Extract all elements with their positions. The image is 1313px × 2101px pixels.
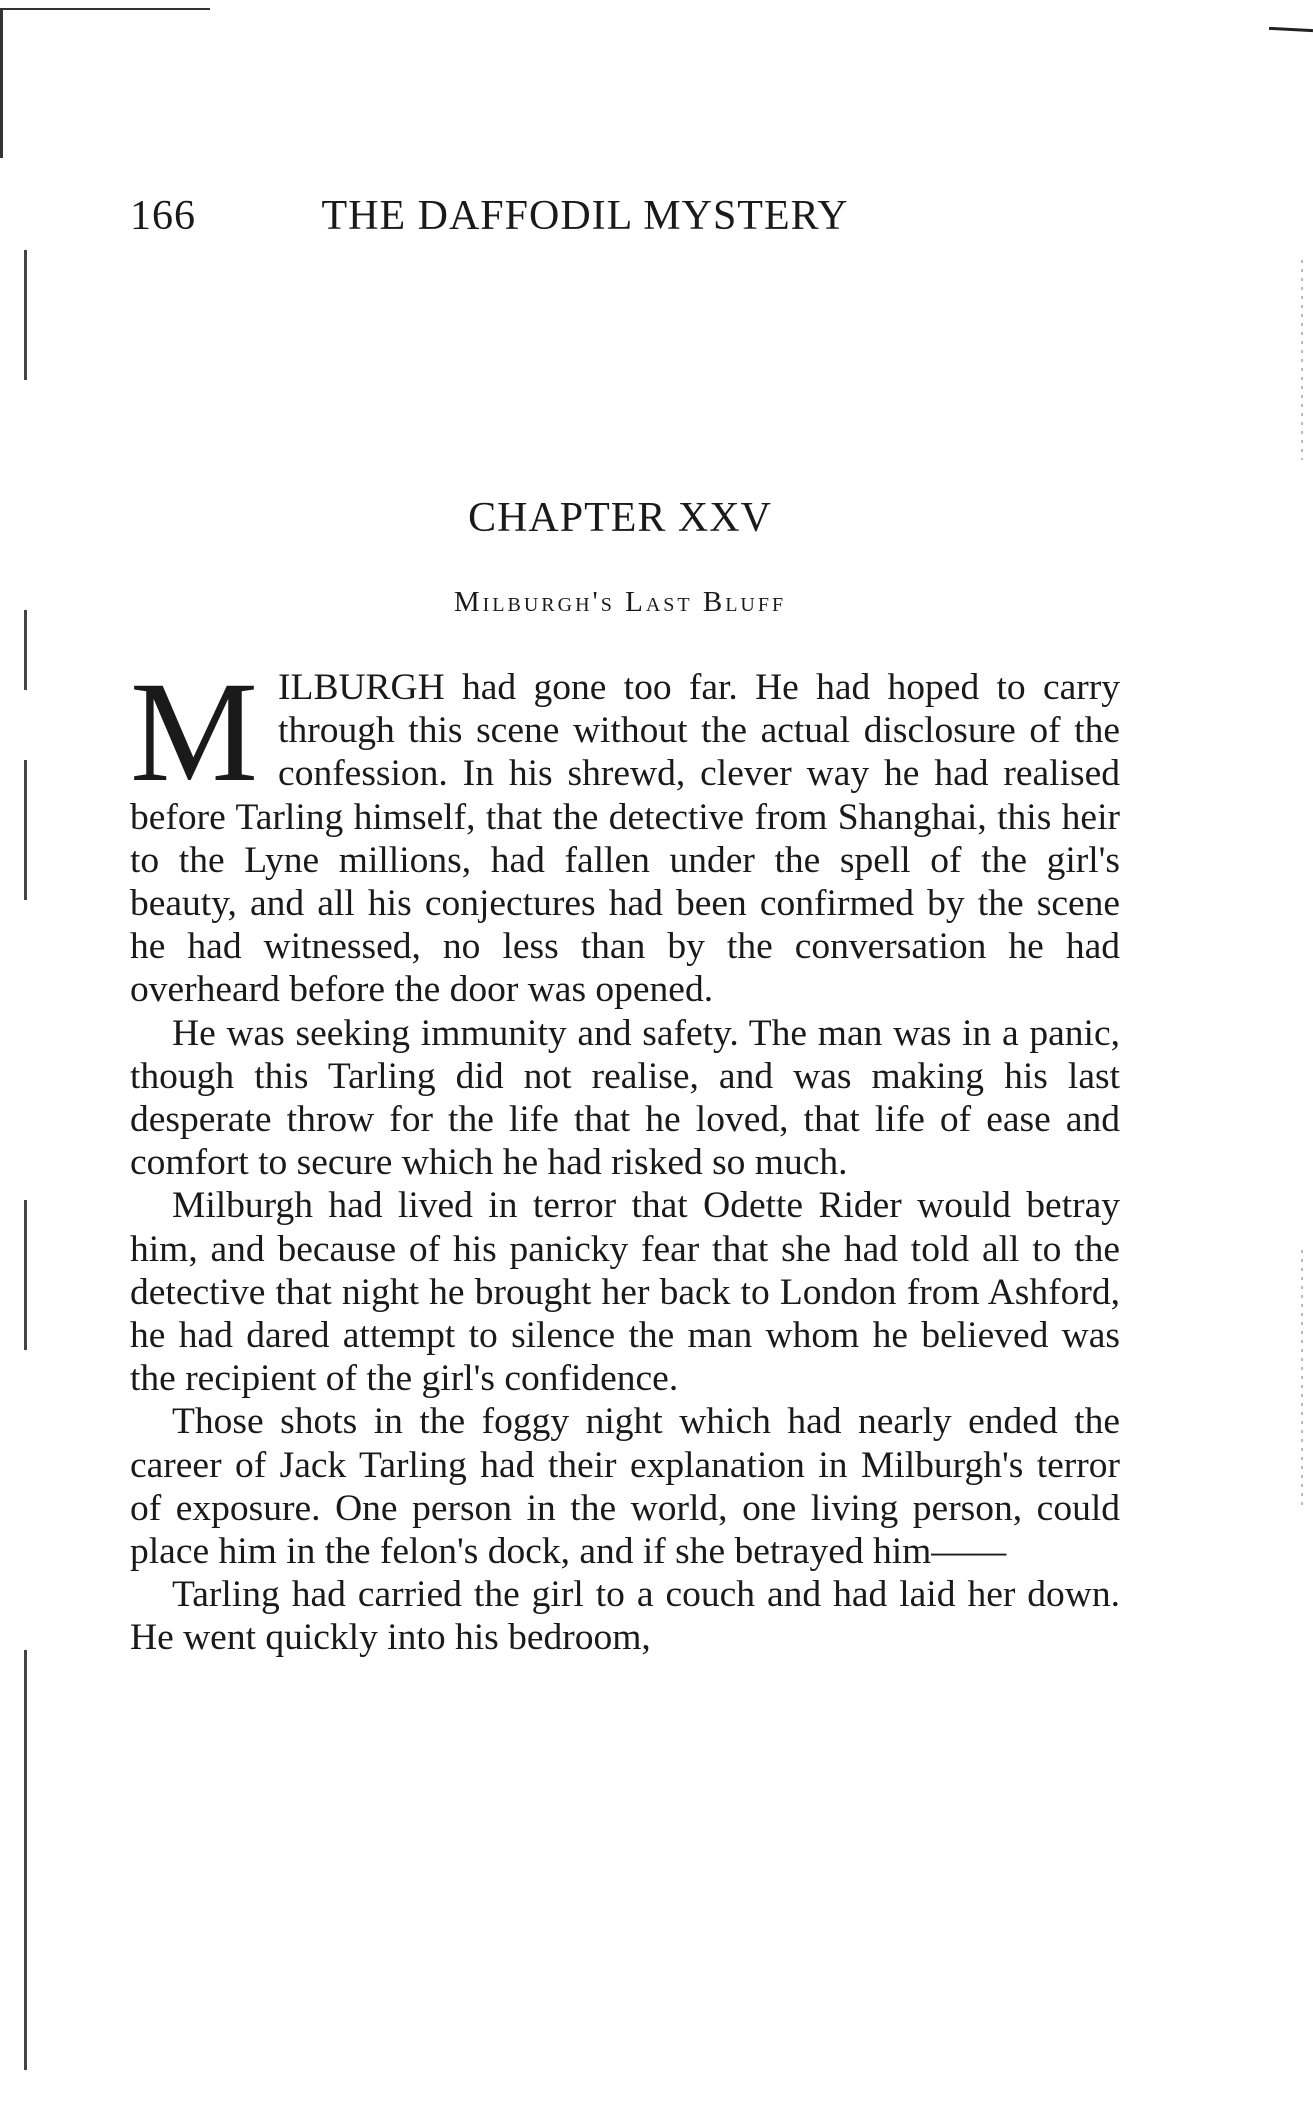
paragraph: Tarling had carried the girl to a couch and had laid her down. He went quickly into his bedroom, [130,1574,1120,1659]
scan-corner-mark-left [0,8,3,158]
scan-speckle [1301,1250,1303,1510]
first-word: ILBURGH [278,667,445,708]
scan-edge-mark [24,1650,27,2070]
paragraph: Milburgh had lived in terror that Odette Rider would betray him, and because of his panicky fear that she had told all to the detective that night he brought her back to London from Ashford, he had dared attempt to silence the man whom he believed was the recipient of the girl's confidence. [130,1185,1120,1400]
paragraph: Those shots in the foggy night which had nearly ended the career of Jack Tarling had their explanation in Milburgh's terror of exposure. One person in the world, one living person, could place him in the felon's dock, and if she betrayed him—— [130,1401,1120,1573]
page-number: 166 [130,193,196,239]
scan-edge-mark [24,760,27,900]
book-title: THE DAFFODIL MYSTERY [321,193,849,239]
scan-speckle [1301,260,1303,460]
drop-cap: M [130,653,259,812]
scan-corner-mark-top-right [1269,27,1313,32]
chapter-number: CHAPTER XXV [468,495,772,541]
chapter-title: Milburgh's Last Bluff [453,586,787,618]
scan-edge-mark [24,610,27,690]
scan-edge-mark [24,1200,27,1350]
paragraph: He was seeking immunity and safety. The man was in a panic, though this Tarling did not realise, and was making his last desperate throw for the life that he loved, that life of ease and comfort to secure which he had risked so much. [130,1012,1120,1184]
paragraph-text: had gone too far. He had hoped to carry through this scene without the actual disclosure of the confession. In his shrewd, clever way he had realised before Tarling himself, that the detective from Shanghai, this heir to the Lyne millions, had fallen under the spell of the girl's beauty, and all his conjectures had been confirmed by the scene he had witnessed, no less than by the conversation he had overheard before the door was opened. [130,667,1120,1011]
scan-edge-mark [24,250,27,380]
running-head [130,192,1130,240]
scan-corner-mark-top [0,8,210,10]
body-text [130,653,1120,1660]
paragraph [130,653,1120,1012]
